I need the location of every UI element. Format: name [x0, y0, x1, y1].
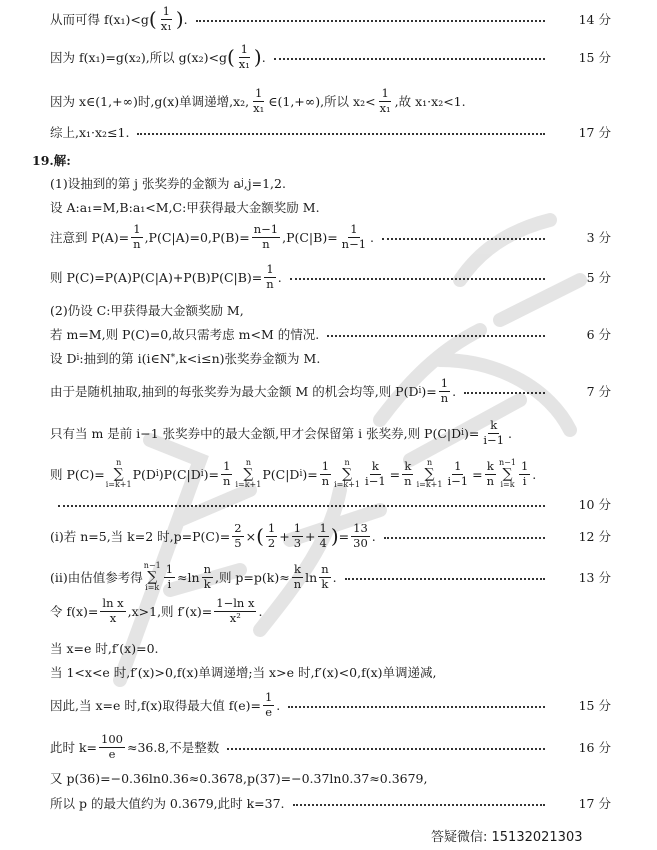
line-text — [50, 44, 266, 70]
text-run: . — [371, 528, 376, 544]
fraction — [292, 523, 303, 549]
denominator: n — [440, 390, 449, 405]
text-run: . — [452, 383, 457, 399]
summation — [417, 459, 443, 489]
leader-dots — [290, 278, 545, 280]
line-text — [50, 459, 536, 489]
line-text — [50, 562, 337, 592]
denominator: e — [265, 704, 273, 719]
text-run: 令 f(x)= — [50, 604, 99, 619]
denominator: n — [262, 236, 270, 251]
numerator: k — [371, 459, 379, 473]
line-text — [50, 88, 466, 114]
numerator: 1 — [162, 4, 170, 18]
denominator: x₁ — [160, 18, 172, 33]
numerator: 100 — [101, 732, 123, 746]
text-run: . — [277, 269, 282, 285]
denominator: 5 — [234, 535, 242, 550]
score-label: 12 分 — [578, 529, 611, 544]
line-text — [50, 6, 188, 32]
text-run: 解: — [53, 153, 71, 168]
text-run: :抽到的第 i(i∈N — [79, 351, 171, 366]
denominator: e — [108, 746, 116, 761]
text-run: . — [261, 49, 266, 65]
summation — [144, 562, 161, 592]
numerator: 1 — [267, 521, 276, 535]
text-run: 所以 p 的最大值约为 0.3679,此时 k=37. — [50, 796, 285, 811]
line-text — [50, 378, 456, 404]
summation-part: n−1 — [499, 458, 516, 467]
text-run: 当 1<x<e 时,f′(x)>0,f(x)单调递增;当 x>e 时,f′(x)<0,f(x)单调递减, — [50, 665, 437, 680]
solution-line-l25 — [0, 788, 611, 818]
score-label: 17 分 — [578, 796, 611, 811]
leader-dots — [288, 706, 545, 708]
denominator: k — [321, 576, 329, 591]
leader-dots — [382, 238, 545, 240]
text-run: × — [245, 528, 257, 544]
fraction — [320, 461, 331, 487]
leader-dots — [327, 335, 545, 337]
summation-part: n−1 — [143, 561, 161, 570]
fraction — [252, 224, 280, 250]
leader-dots — [137, 133, 545, 135]
fraction — [263, 692, 274, 718]
summation-part: i=k+1 — [416, 480, 443, 489]
text-run: . — [508, 425, 512, 441]
text-run: . — [532, 466, 537, 482]
solution-line-l14 — [0, 418, 611, 448]
text-run: = — [389, 466, 401, 482]
text-run: P(C|D — [262, 466, 300, 482]
denominator: 3 — [293, 535, 302, 550]
score-label: 7 分 — [586, 384, 611, 399]
fraction — [485, 461, 496, 487]
solution-line-l13 — [0, 376, 611, 406]
text-run: 此时 k= — [50, 740, 98, 755]
summation — [334, 459, 360, 489]
summation-part: i=k — [145, 583, 160, 592]
paren-close: ) — [253, 45, 262, 69]
summation-part: i=k+1 — [235, 480, 262, 489]
denominator: x₁ — [238, 56, 250, 71]
numerator: 1 — [440, 376, 449, 390]
numerator: 1−ln x — [216, 596, 255, 610]
denominator: i−1 — [447, 473, 469, 488]
line-text — [50, 349, 320, 367]
text-run: 设 D — [50, 351, 77, 366]
text-run: (2)仍设 C:甲获得最大金额奖励 M, — [50, 303, 244, 318]
line-text — [50, 198, 320, 216]
text-run: ,P(C|B)= — [282, 229, 338, 245]
fraction — [266, 523, 277, 549]
text-run: . — [183, 11, 188, 27]
fraction — [264, 264, 275, 290]
leader-dots — [345, 578, 545, 580]
fraction — [131, 224, 142, 250]
solution-line-l8 — [0, 222, 611, 252]
summation-part: n — [344, 458, 350, 467]
text-run: )= — [421, 383, 437, 399]
score-label: 15 分 — [578, 698, 611, 713]
numerator: ln x — [102, 596, 124, 610]
text-run: + — [305, 528, 316, 544]
fraction — [481, 420, 506, 446]
numerator: 13 — [353, 521, 368, 535]
text-run: 则 P(C)= — [50, 467, 105, 482]
denominator: x — [109, 610, 117, 625]
text-run: = — [472, 466, 483, 482]
numerator: 2 — [234, 521, 242, 535]
text-run: 综上,x₁·x₂≤1. — [50, 125, 130, 140]
line-text — [50, 639, 159, 657]
text-run: . — [258, 603, 263, 619]
numerator: 1 — [264, 690, 273, 704]
leader-dots — [464, 392, 545, 394]
subscript: j — [240, 178, 244, 188]
fraction — [340, 224, 368, 250]
fraction — [319, 564, 330, 590]
text-run: )P(C|D — [158, 466, 201, 482]
text-run: ,P(C|A)=0,P(B)= — [144, 229, 250, 245]
summation-part: i=k — [500, 480, 515, 489]
line-text — [50, 598, 262, 624]
summation — [235, 459, 261, 489]
subscript: i — [76, 353, 80, 363]
line-text — [50, 734, 219, 760]
fraction — [439, 378, 450, 404]
fraction — [251, 88, 266, 114]
text-run: + — [279, 528, 290, 544]
paren-close: ) — [175, 7, 184, 31]
text-run: )= — [203, 466, 220, 482]
summation-part: ∑ — [147, 569, 158, 585]
summation-part: n — [245, 458, 251, 467]
paren-open: ( — [226, 45, 235, 69]
numerator: k — [293, 562, 301, 576]
score-label: 15 分 — [578, 50, 611, 65]
line-text — [50, 769, 427, 787]
denominator: i−1 — [483, 432, 505, 447]
line-text — [50, 174, 286, 192]
denominator: k — [203, 576, 211, 591]
text-run: 只有当 m 是前 i−1 张奖券中的最大金额,甲才会保留第 i 张奖券,则 P(C|D — [50, 426, 462, 441]
solution-line-l15 — [0, 459, 611, 489]
numerator: k — [404, 459, 412, 473]
line-text — [50, 325, 319, 343]
fraction — [445, 461, 470, 487]
numerator: n — [321, 562, 329, 576]
paren-open: ( — [148, 7, 157, 31]
line-text — [50, 794, 285, 812]
summation — [106, 459, 132, 489]
score-label: 14 分 — [578, 12, 611, 27]
line-text — [50, 224, 374, 250]
summation-part: ∑ — [502, 466, 513, 482]
fraction — [202, 564, 213, 590]
line-text — [50, 663, 437, 681]
solution-line-l19 — [0, 596, 611, 626]
denominator: x₁ — [379, 100, 391, 115]
text-run: 又 p(36)=−0.36ln0.36≈0.3678,p(37)=−0.37ln0.37≈0.3679, — [50, 771, 428, 786]
text-run: ,k<i≤n)张奖券金额为 M. — [175, 351, 321, 366]
leader-dots — [227, 748, 545, 750]
solution-line-l18 — [0, 562, 611, 592]
subscript: i — [299, 469, 303, 479]
fraction — [164, 564, 175, 590]
score-label: 5 分 — [586, 270, 611, 285]
text-run: 则 P(C)=P(A)P(C|A)+P(B)P(C|B)= — [50, 270, 263, 285]
denominator: n — [293, 576, 302, 591]
fraction — [237, 44, 252, 70]
text-run: 设 A:a₁=M,B:a₁<M,C:甲获得最大金额奖励 M. — [50, 200, 320, 215]
denominator: 4 — [319, 535, 327, 550]
leader-dots — [58, 505, 545, 507]
solution-line-l1 — [0, 4, 611, 34]
numerator: 1 — [266, 262, 274, 276]
fraction — [232, 523, 243, 549]
summation-part: ∑ — [342, 466, 353, 482]
text-run: ,则 p=p(k)≈ — [214, 570, 290, 585]
text-run: 当 x=e 时,f′(x)=0. — [50, 641, 159, 656]
text-run: )= — [302, 466, 318, 482]
numerator: 1 — [454, 459, 462, 473]
paren-open: ( — [256, 524, 264, 548]
line-text — [50, 301, 244, 319]
fraction — [214, 598, 256, 624]
numerator: 1 — [319, 521, 327, 535]
summation-part: n — [426, 458, 433, 467]
fraction — [378, 88, 393, 114]
text-run: = — [338, 528, 350, 544]
text-run: ln — [305, 569, 318, 585]
denominator: n−1 — [341, 236, 367, 251]
solution-line-l2 — [0, 42, 611, 72]
summation-part: ∑ — [243, 466, 254, 482]
fraction — [318, 523, 329, 549]
numerator: 1 — [255, 86, 263, 100]
subscript: i — [461, 428, 465, 438]
leader-dots — [274, 58, 545, 60]
summation-part: ∑ — [424, 466, 435, 482]
line-text — [50, 692, 280, 718]
fraction — [159, 6, 174, 32]
problem-number: 19. — [32, 152, 54, 168]
denominator: 2 — [267, 535, 276, 550]
line-text — [50, 523, 376, 549]
numerator: 1 — [240, 42, 248, 56]
numerator: 1 — [350, 222, 358, 236]
subscript: i — [155, 469, 159, 479]
fraction — [351, 523, 370, 549]
line-text — [50, 420, 512, 446]
numerator: 1 — [381, 86, 389, 100]
line-text — [32, 151, 71, 169]
text-run: . — [332, 569, 337, 585]
footer-contact: 答疑微信: 15132021303 — [431, 830, 583, 845]
fraction — [519, 461, 530, 487]
paren-close: ) — [330, 524, 339, 548]
text-run: ∈(1,+∞),所以 x₂< — [268, 94, 376, 109]
solution-line-l9 — [0, 262, 611, 292]
text-run: 因为 f(x₁)=g(x₂),所以 g(x₂)<g — [50, 50, 227, 65]
numerator: 1 — [133, 222, 141, 236]
summation-part: i=k+1 — [105, 480, 132, 489]
solution-line-l22 — [0, 690, 611, 720]
text-run: ,x>1,则 f′(x)= — [127, 604, 213, 619]
text-run: ≈ln — [177, 569, 200, 585]
text-run: . — [370, 229, 375, 245]
summation-part: i=k+1 — [334, 480, 361, 489]
score-label: 3 分 — [586, 230, 611, 245]
score-label: 10 分 — [578, 497, 611, 512]
text-run: 从而可得 f(x₁)<g — [50, 12, 149, 27]
text-run: 由于是随机抽取,抽到的每张奖券为最大金额 M 的机会均等,则 P(D — [50, 384, 419, 399]
numerator: 1 — [223, 459, 231, 473]
solution-line-l23 — [0, 732, 611, 762]
text-run: 若 m=M,则 P(C)=0,故只需考虑 m<M 的情况. — [50, 327, 320, 342]
score-label: 17 分 — [578, 125, 611, 140]
denominator: n — [133, 236, 141, 251]
text-run: (1)设抽到的第 j 张奖券的金额为 a — [50, 176, 241, 191]
subscript: i — [418, 386, 422, 396]
numerator: 1 — [165, 562, 174, 576]
fraction — [100, 598, 125, 624]
score-label: 16 分 — [578, 740, 611, 755]
text-run: ,故 x₁·x₂<1. — [394, 94, 466, 109]
text-run: . — [276, 697, 281, 713]
text-run: ,j=1,2. — [243, 175, 286, 191]
fraction — [363, 461, 388, 487]
numerator: k — [490, 418, 498, 432]
score-label: 6 分 — [586, 327, 611, 342]
superscript: * — [170, 353, 176, 363]
leader-dots — [196, 20, 545, 22]
fraction — [292, 564, 303, 590]
text-run: )= — [464, 425, 480, 441]
leader-dots — [293, 804, 545, 806]
text-run: ≈36.8,不是整数 — [126, 740, 220, 755]
subscript: i — [200, 469, 204, 479]
fraction — [402, 461, 413, 487]
text-run: (ⅱ)由估值参考得 — [50, 570, 143, 585]
numerator: 1 — [293, 521, 302, 535]
denominator: i — [167, 576, 172, 591]
leader-dots — [384, 537, 545, 539]
numerator: n−1 — [253, 222, 279, 236]
denominator: 30 — [353, 535, 368, 550]
denominator: n — [404, 473, 412, 488]
summation — [499, 459, 516, 489]
solution-line-l17 — [0, 521, 611, 551]
solution-line-l4 — [0, 117, 611, 147]
solution-line-l16 — [0, 489, 611, 519]
line-text — [50, 264, 282, 290]
solution-line-l3 — [0, 86, 611, 116]
denominator: n — [486, 473, 495, 488]
denominator: n — [321, 473, 330, 488]
solution-line-l12 — [0, 343, 611, 373]
denominator: n — [223, 473, 231, 488]
summation-part: n — [116, 458, 122, 467]
text-run: (ⅰ)若 n=5,当 k=2 时,p=P(C)= — [50, 529, 231, 544]
denominator: n — [266, 276, 274, 291]
fraction — [99, 734, 125, 760]
score-label: 13 分 — [578, 570, 611, 585]
line-text — [50, 123, 129, 141]
denominator: x² — [229, 610, 241, 625]
fraction — [221, 461, 232, 487]
text-run: 因此,当 x=e 时,f(x)取得最大值 f(e)= — [50, 698, 261, 713]
numerator: k — [486, 459, 494, 473]
denominator: x₁ — [253, 100, 265, 115]
numerator: 1 — [321, 459, 330, 473]
numerator: 1 — [520, 459, 529, 473]
text-run: P(D — [132, 466, 156, 482]
text-run: 因为 x∈(1,+∞)时,g(x)单调递增,x₂, — [50, 94, 250, 109]
numerator: n — [203, 562, 211, 576]
solution-line-l7 — [0, 192, 611, 222]
summation-part: ∑ — [113, 466, 124, 482]
denominator: i — [522, 473, 527, 488]
denominator: i−1 — [365, 473, 386, 488]
solution-line-l21 — [0, 657, 611, 687]
text-run: 注意到 P(A)= — [50, 230, 130, 245]
